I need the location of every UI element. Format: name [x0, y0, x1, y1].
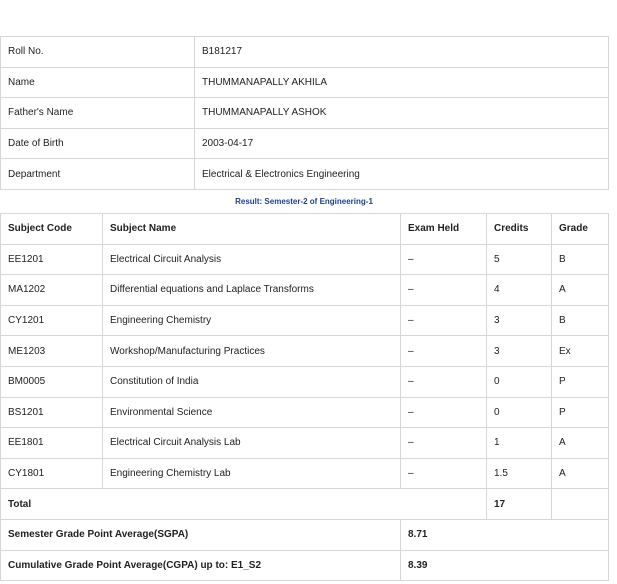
cgpa-value: 8.39	[401, 550, 609, 581]
father-name-value: THUMMANAPALLY ASHOK	[195, 98, 609, 129]
sgpa-row	[1, 519, 609, 550]
department-label: Department	[1, 159, 195, 190]
student-row-father-name	[1, 98, 609, 129]
credits: 0	[487, 366, 552, 397]
subject-code: EE1801	[1, 428, 103, 459]
student-row-dob	[1, 128, 609, 159]
student-info-table	[0, 36, 609, 190]
exam-held: –	[401, 366, 487, 397]
subject-name: Engineering Chemistry Lab	[103, 458, 401, 489]
subject-code: CY1201	[1, 305, 103, 336]
cgpa-row	[1, 550, 609, 581]
table-row	[1, 244, 609, 275]
subject-name: Electrical Circuit Analysis Lab	[103, 428, 401, 459]
total-grade-empty	[552, 489, 609, 520]
total-label: Total	[1, 489, 487, 520]
table-row	[1, 305, 609, 336]
sgpa-value: 8.71	[401, 519, 609, 550]
subject-code: BS1201	[1, 397, 103, 428]
exam-held: –	[401, 275, 487, 306]
grade: P	[552, 366, 609, 397]
table-row	[1, 458, 609, 489]
student-row-department	[1, 159, 609, 190]
credits: 1.5	[487, 458, 552, 489]
subject-name: Differential equations and Laplace Transforms	[103, 275, 401, 306]
cgpa-label: Cumulative Grade Point Average(CGPA) up to: E1_S2	[1, 550, 401, 581]
exam-held: –	[401, 336, 487, 367]
subject-name: Workshop/Manufacturing Practices	[103, 336, 401, 367]
subject-code: MA1202	[1, 275, 103, 306]
total-row	[1, 489, 609, 520]
header-subject-code: Subject Code	[1, 214, 103, 245]
subject-name: Environmental Science	[103, 397, 401, 428]
table-row	[1, 366, 609, 397]
dob-label: Date of Birth	[1, 128, 195, 159]
table-row	[1, 336, 609, 367]
grade: A	[552, 428, 609, 459]
table-row	[1, 397, 609, 428]
grade: Ex	[552, 336, 609, 367]
header-credits: Credits	[487, 214, 552, 245]
subject-name: Constitution of India	[103, 366, 401, 397]
grade: P	[552, 397, 609, 428]
subject-name: Engineering Chemistry	[103, 305, 401, 336]
student-row-roll-no	[1, 37, 609, 68]
credits: 4	[487, 275, 552, 306]
exam-held: –	[401, 397, 487, 428]
header-grade: Grade	[552, 214, 609, 245]
grade: A	[552, 458, 609, 489]
dob-value: 2003-04-17	[195, 128, 609, 159]
name-label: Name	[1, 67, 195, 98]
name-value: THUMMANAPALLY AKHILA	[195, 67, 609, 98]
credits: 3	[487, 336, 552, 367]
exam-held: –	[401, 458, 487, 489]
credits: 0	[487, 397, 552, 428]
exam-held: –	[401, 428, 487, 459]
table-row	[1, 428, 609, 459]
credits: 1	[487, 428, 552, 459]
roll-no-label: Roll No.	[1, 37, 195, 68]
header-subject-name: Subject Name	[103, 214, 401, 245]
father-name-label: Father's Name	[1, 98, 195, 129]
table-row	[1, 275, 609, 306]
student-row-name	[1, 67, 609, 98]
department-value: Electrical & Electronics Engineering	[195, 159, 609, 190]
grade: B	[552, 305, 609, 336]
subject-code: EE1201	[1, 244, 103, 275]
exam-held: –	[401, 244, 487, 275]
subject-code: BM0005	[1, 366, 103, 397]
sgpa-label: Semester Grade Point Average(SGPA)	[1, 519, 401, 550]
grades-header-row	[1, 214, 609, 245]
grade: B	[552, 244, 609, 275]
credits: 3	[487, 305, 552, 336]
subject-code: CY1801	[1, 458, 103, 489]
exam-held: –	[401, 305, 487, 336]
grade: A	[552, 275, 609, 306]
credits: 5	[487, 244, 552, 275]
result-title: Result: Semester-2 of Engineering-1	[235, 197, 373, 206]
subject-name: Electrical Circuit Analysis	[103, 244, 401, 275]
roll-no-value: B181217	[195, 37, 609, 68]
header-exam-held: Exam Held	[401, 214, 487, 245]
subject-code: ME1203	[1, 336, 103, 367]
grades-table	[0, 213, 609, 581]
total-credits: 17	[487, 489, 552, 520]
